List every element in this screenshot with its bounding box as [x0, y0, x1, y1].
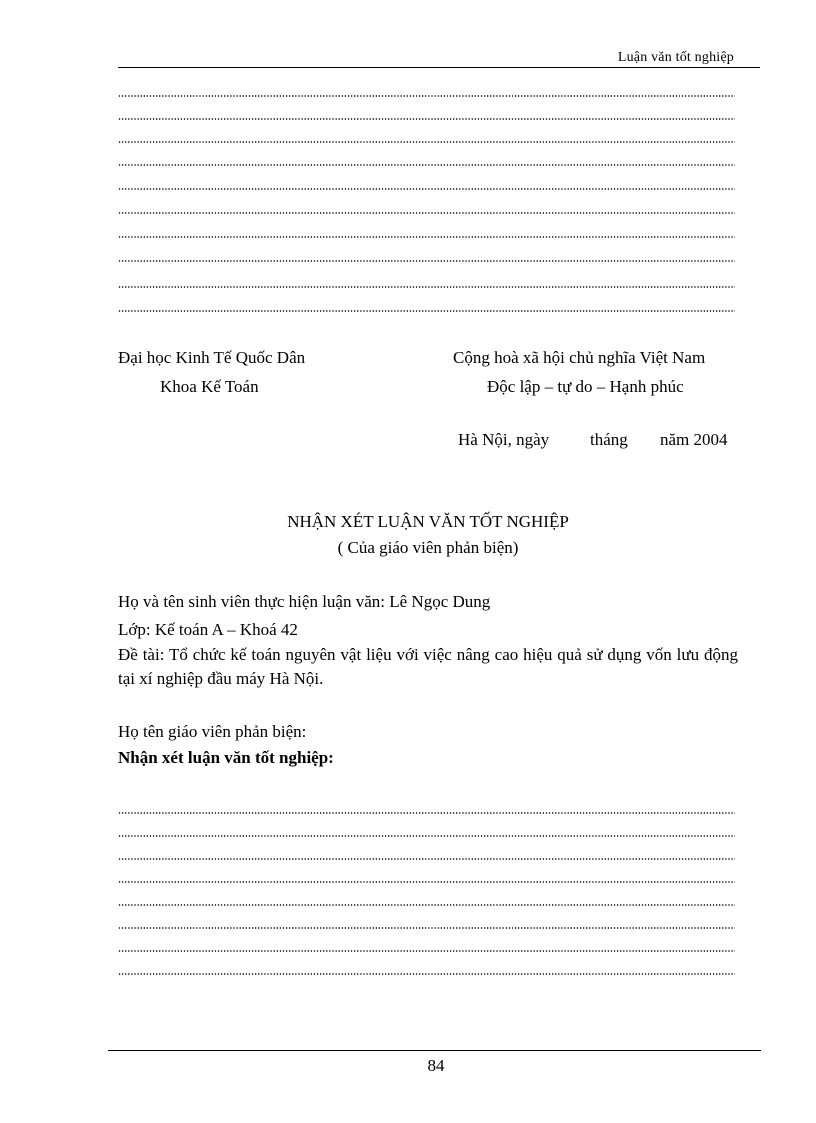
dotted-line [118, 310, 735, 312]
topic-paragraph: Đề tài: Tổ chức kế toán nguyên vật liệu với việc nâng cao hiệu quả sử dụng vốn lưu động tại xí nghiệp đầu máy Hà Nội. [118, 645, 738, 688]
dotted-line [118, 260, 735, 262]
dotted-line [118, 141, 735, 143]
dotted-line [118, 973, 735, 975]
comments-heading: Nhận xét luận văn tốt nghiệp: [118, 748, 334, 767]
dotted-line [118, 188, 735, 190]
page-number: 84 [427, 1056, 445, 1075]
dotted-line [118, 904, 735, 906]
dotted-line [118, 950, 735, 952]
class-line: Lớp: Kế toán A – Khoá 42 [118, 620, 298, 639]
student-name-line: Họ và tên sinh viên thực hiện luận văn: Lê Ngọc Dung [118, 592, 491, 611]
dotted-line [118, 881, 735, 883]
date-month: tháng [590, 430, 628, 449]
dotted-line [118, 118, 735, 120]
document-title: NHẬN XÉT LUẬN VĂN TỐT NGHIỆP [287, 512, 569, 531]
date-place-day: Hà Nội, ngày [458, 430, 550, 449]
dotted-line [118, 812, 735, 814]
footer-rule [108, 1050, 761, 1051]
university-name: Đại học Kinh Tế Quốc Dân [118, 348, 306, 367]
dotted-line [118, 286, 735, 288]
dotted-line [118, 95, 735, 97]
header-rule [118, 67, 760, 68]
dotted-line [118, 858, 735, 860]
faculty-name: Khoa Kế Toán [160, 377, 259, 396]
reviewer-name-line: Họ tên giáo viên phản biện: [118, 722, 307, 741]
national-motto: Độc lập – tự do – Hạnh phúc [487, 377, 684, 396]
country-name: Cộng hoà xã hội chủ nghĩa Việt Nam [453, 348, 706, 367]
dotted-line [118, 164, 735, 166]
document-subtitle: ( Của giáo viên phản biện) [337, 538, 519, 557]
date-year: năm 2004 [660, 430, 728, 449]
dotted-line [118, 835, 735, 837]
dotted-line [118, 236, 735, 238]
running-header-title: Luận văn tốt nghiệp [617, 50, 734, 65]
dotted-line [118, 212, 735, 214]
dotted-line [118, 927, 735, 929]
